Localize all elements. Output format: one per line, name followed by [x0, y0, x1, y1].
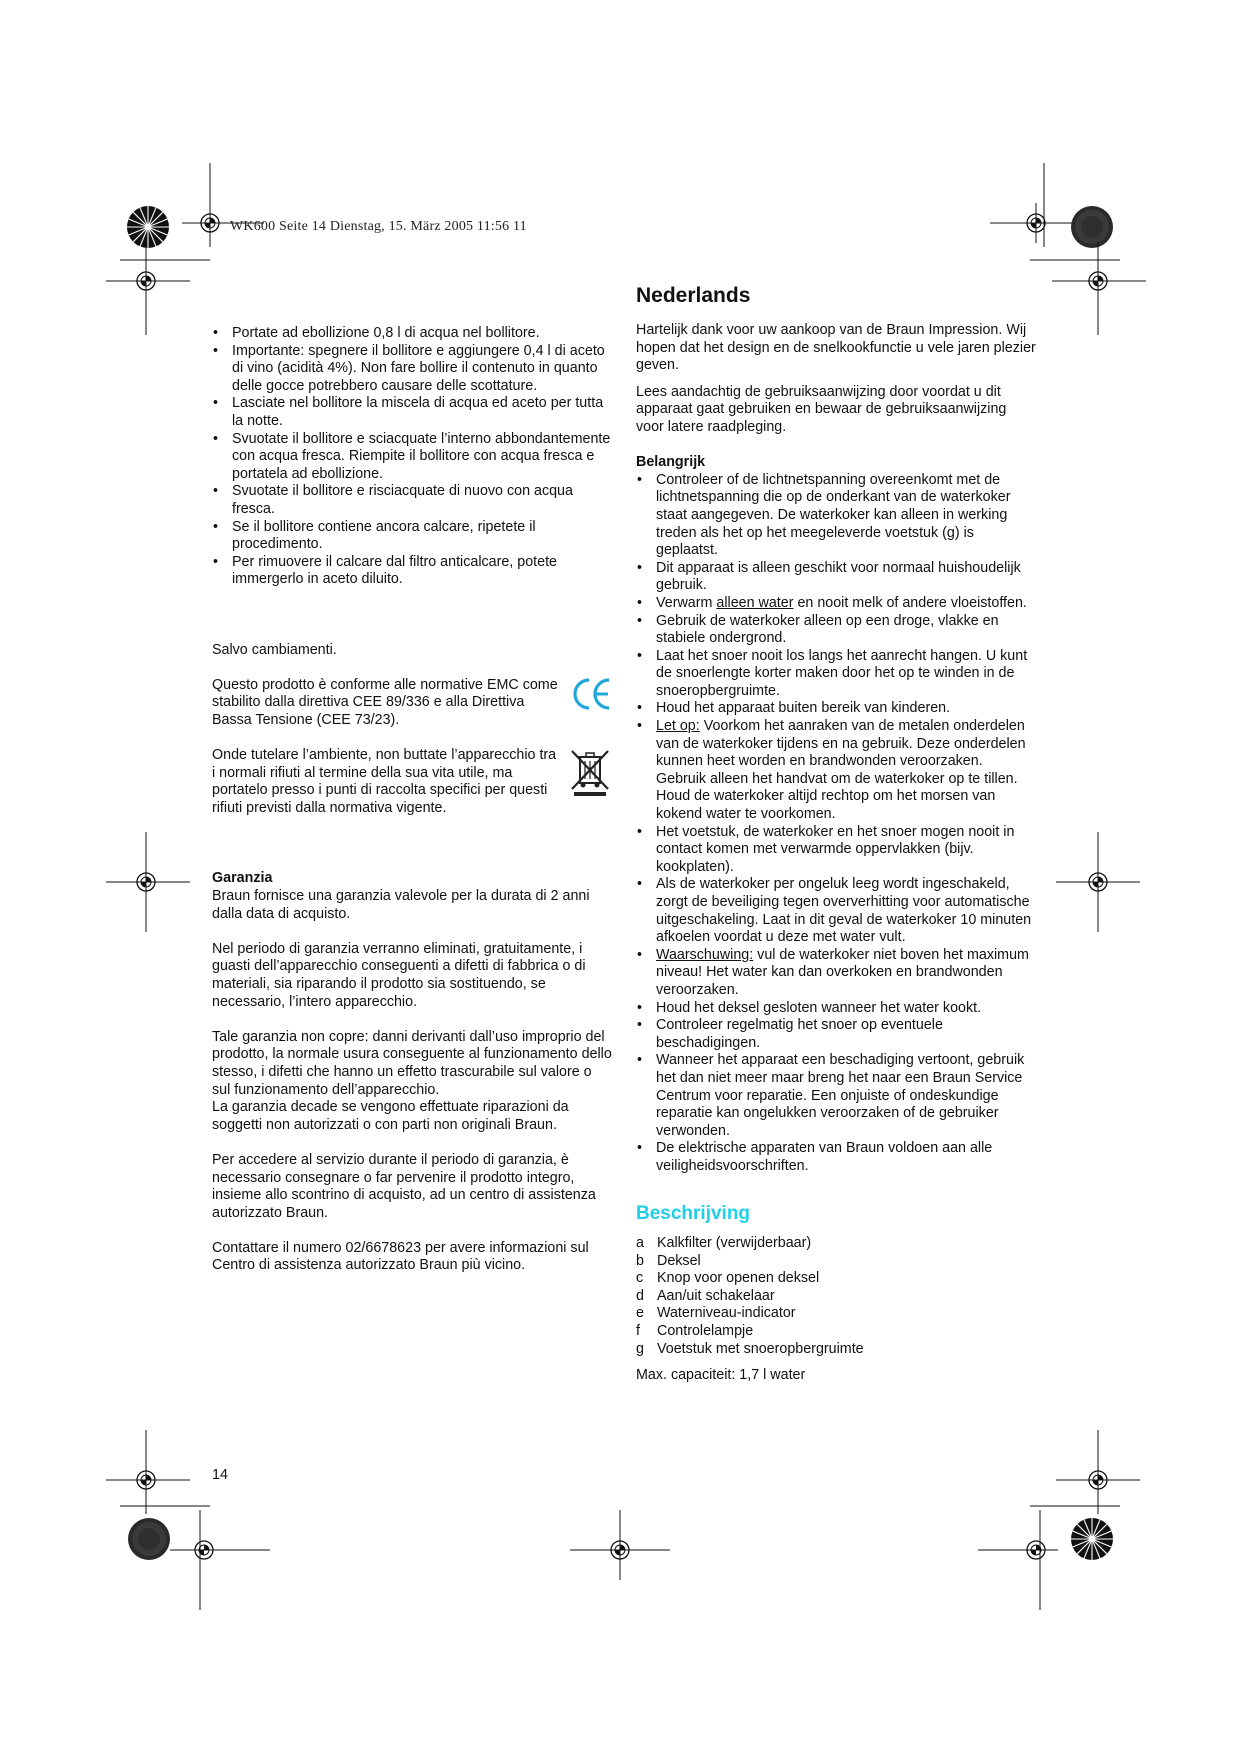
list-item: • Svuotate il bollitore e sciacquate l’interno abbondantemente con acqua fresca. Riempite il bollitore con acqua fresca e portatela ad ebollizione. [212, 431, 612, 484]
list-item: • Controleer regelmatig het snoer op eventuele beschadigingen. [636, 1017, 1036, 1052]
registration-mark-icon [1052, 241, 1146, 335]
garanzia-paragraph: Tale garanzia non copre: danni derivanti dall’uso improprio del prodotto, la normale usura conseguente al funzionamento dello stesso, i difetti che hanno un effetto trascurabile sul valore o sul funzionamento dell’apparecchio. [212, 1028, 612, 1098]
intro-paragraph: Lees aandachtig de gebruiksaanwijzing door voordat u dit apparaat gaat gebruiken en bewaar de gebruiksaanwijzing voor latere raadpleging. [636, 383, 1007, 435]
list-item [636, 1305, 1036, 1323]
crosshair-icon [978, 1510, 1078, 1610]
list-item: • Houd het apparaat buiten bereik van kinderen. [636, 700, 1036, 718]
list-item: • De elektrische apparaten van Braun voldoen aan alle veiligheidsvoorschriften. [636, 1140, 1036, 1175]
part-letter: c [636, 1270, 644, 1287]
emphasis-text: alleen water [716, 594, 794, 611]
list-item: • Houd het deksel gesloten wanneer het water kookt. [636, 1000, 1036, 1018]
emphasis-text: Let op: [656, 718, 700, 735]
crosshair-icon [170, 1510, 270, 1610]
belangrijk-heading: Belangrijk [636, 454, 706, 471]
part-label: Aan/uit schakelaar [657, 1287, 775, 1304]
safety-list [636, 472, 1036, 1176]
registration-mark-icon [120, 1505, 210, 1507]
part-letter: f [636, 1323, 640, 1340]
ce-mark-icon [572, 677, 612, 717]
list-item: • Dit apparaat is alleen geschikt voor normaal huishoudelijk gebruik. [636, 560, 1036, 595]
file-info-header: WK600 Seite 14 Dienstag, 15. März 2005 11:56 11 [230, 219, 527, 234]
list-item: • Laat het snoer nooit los langs het aanrecht hangen. U kunt de snoerlengte korter maken door het op te winden in de snoeropbergruimte. [636, 648, 1036, 701]
list-item [636, 595, 1036, 613]
garanzia-paragraph: Contattare il numero 02/6678623 per avere informazioni sul Centro di assistenza autorizzato Braun più vicino. [212, 1239, 589, 1274]
part-letter: a [636, 1235, 644, 1252]
registration-mark-icon [106, 241, 190, 335]
environment-text: Onde tutelare l’ambiente, non buttate l’apparecchio tra i normali rifiuti al termine della sua vita utile, ma portatelo presso i punti di raccolta specifici per questi rifiuti previsti dalla normativa vigente. [212, 747, 557, 817]
list-item-text: vul de waterkoker niet boven het maximum niveau! Het water kan dan overkoken en brandwonden veroorzaken. [656, 946, 1029, 998]
part-letter: g [636, 1340, 644, 1357]
emc-notice [212, 677, 612, 730]
page-number: 14 [212, 1467, 228, 1483]
capacity-text: Max. capaciteit: 1,7 l water [636, 1367, 806, 1384]
list-item [636, 1270, 1036, 1288]
part-label: Waterniveau-indicator [657, 1305, 796, 1322]
crosshair-icon [106, 832, 190, 932]
registration-mark-icon [120, 259, 210, 261]
list-item [636, 1253, 1036, 1271]
list-item [636, 1341, 1036, 1359]
gray-disc-icon [127, 1517, 171, 1561]
emc-text: Questo prodotto è conforme alle normative EMC come stabilito dalla direttiva CEE 89/336 e alla Direttiva Bassa Tensione (CEE 73/23). [212, 676, 558, 729]
list-item: • Portate ad ebollizione 0,8 l di acqua nel bollitore. [212, 325, 612, 343]
emphasis-text: Waarschuwing: [656, 946, 754, 963]
intro-paragraph: Hartelijk dank voor uw aankoop van de Braun Impression. Wij hopen dat het design en de snelkookfunctie u vele jaren plezier geven. [636, 322, 1036, 374]
salvo-cambiamenti: Salvo cambiamenti. [212, 641, 337, 658]
right-column [636, 283, 1036, 1385]
garanzia-paragraph: Braun fornisce una garanzia valevole per la durata di 2 anni dalla data di acquisto. [212, 888, 590, 922]
part-label: Controlelampje [657, 1323, 754, 1340]
list-item-text: Voorkom het aanraken van de metalen onderdelen van de waterkoker tijdens en na gebruik. Deze onderdelen kunnen heet worden en brandwonden veroorzaken. Gebruik alleen het handvat om de waterkoker op te tillen. Houd de waterkoker altijd rechtop om het morsen van kokend water te voorkomen. [656, 718, 1026, 823]
garanzia-paragraph: Nel periodo di garanzia verranno eliminati, gratuitamente, i guasti dell’apparecchio conseguenti a difetti di fabbrica o di materiali, sia riparando il prodotto sia sostituendo, se necessario, l’intero apparecchio. [212, 940, 586, 1010]
part-label: Kalkfilter (verwijderbaar) [657, 1235, 812, 1252]
crosshair-icon [570, 1510, 670, 1580]
crosshair-icon [1056, 832, 1140, 932]
crossed-bin-icon [568, 747, 612, 797]
list-item: • Se il bollitore contiene ancora calcare, ripetete il procedimento. [212, 519, 612, 554]
starburst-icon [1070, 1517, 1114, 1561]
registration-mark-icon [1030, 259, 1120, 261]
list-item [636, 1323, 1036, 1341]
crosshair-icon [106, 1430, 190, 1514]
crosshair-icon [190, 203, 230, 243]
list-item: • Controleer of de lichtnetspanning overeenkomt met de lichtnetspanning die op de onderkant van de waterkoker staat aangegeven. De waterkoker kan alleen in werking treden als het op het meegeleverde voetstuk (g) is geplaatst. [636, 472, 1036, 560]
list-item: • Gebruik de waterkoker alleen op een droge, vlakke en stabiele ondergrond. [636, 613, 1036, 648]
list-item: • Importante: spegnere il bollitore e aggiungere 0,4 l di aceto di vino (acidità 4%). Non fare bollire il contenuto in quanto delle gocce potrebbero causare delle scottature. [212, 343, 612, 396]
part-label: Knop voor openen deksel [657, 1270, 820, 1287]
part-letter: d [636, 1287, 644, 1304]
crosshair-icon [1016, 203, 1056, 243]
list-item: • Per rimuovere il calcare dal filtro anticalcare, potete immergerlo in aceto diluito. [212, 554, 612, 589]
section-heading-nederlands: Nederlands [636, 284, 751, 307]
list-item-text: Verwarm [656, 594, 717, 611]
section-heading-beschrijving: Beschrijving [636, 1203, 751, 1225]
crosshair-icon [1056, 1430, 1140, 1514]
list-item: • Lasciate nel bollitore la miscela di acqua ed aceto per tutta la notte. [212, 395, 612, 430]
part-letter: b [636, 1252, 644, 1269]
part-label: Voetstuk met snoeropbergruimte [657, 1340, 864, 1357]
part-letter: e [636, 1305, 644, 1322]
list-item: • Het voetstuk, de waterkoker en het snoer mogen nooit in contact komen met verwarmde oppervlakken (bijv. kookplaten). [636, 824, 1036, 877]
garanzia-heading: Garanzia [212, 870, 273, 887]
list-item-text: en nooit melk of andere vloeistoffen. [793, 594, 1027, 611]
list-item [636, 718, 1036, 824]
garanzia-paragraph: Per accedere al servizio durante il periodo di garanzia, è necessario consegnare o far pervenire il prodotto integro, insieme allo scontrino di acquisto, ad un centro di assistenza autorizzato Braun. [212, 1151, 596, 1221]
list-item [636, 1288, 1036, 1306]
environment-notice [212, 747, 612, 817]
parts-list [636, 1235, 1036, 1358]
part-label: Deksel [657, 1252, 701, 1269]
registration-mark-icon [1030, 1505, 1120, 1507]
list-item: • Wanneer het apparaat een beschadiging vertoont, gebruik het dan niet meer maar breng het naar een Braun Service Centrum voor reparatie. Een onjuiste of ondeskundige reparatie kan ongelukken veroorzaken of de gebruiker verwonden. [636, 1052, 1036, 1140]
list-item [636, 1235, 1036, 1253]
list-item: • Svuotate il bollitore e risciacquate di nuovo con acqua fresca. [212, 483, 612, 518]
list-item: • Als de waterkoker per ongeluk leeg wordt ingeschakeld, zorgt de beveiliging tegen oververhitting voor automatische uitgeschakeling. Laat in dit geval de waterkoker 10 minuten afkoelen voordat u deze met water vult. [636, 876, 1036, 946]
garanzia-paragraph: La garanzia decade se vengono effettuate riparazioni da soggetti non autorizzati o con parti non originali Braun. [212, 1099, 569, 1133]
left-column [212, 325, 612, 1275]
descaling-steps-list [212, 325, 612, 589]
list-item [636, 947, 1036, 1000]
